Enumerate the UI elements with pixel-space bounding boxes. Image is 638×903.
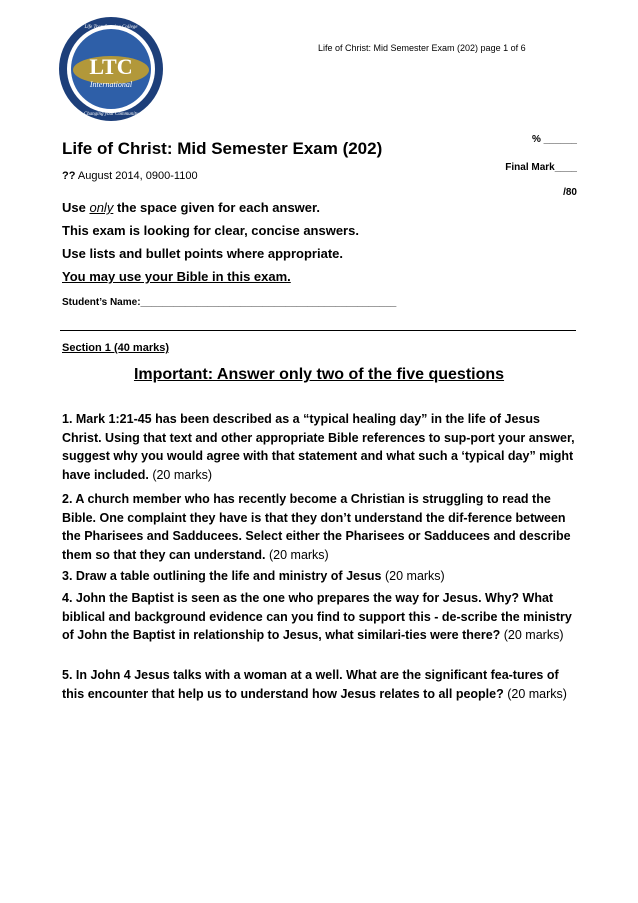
instruction-concise: This exam is looking for clear, concise answers. [62, 223, 359, 238]
instruction-bible: You may use your Bible in this exam. [62, 269, 291, 284]
divider [60, 330, 576, 331]
question-marks: (20 marks) [381, 569, 445, 583]
question-text: 4. John the Baptist is seen as the one who prepares the way for Jesus. Why? What biblical and background evidence can you find to support this - de-scribe the ministry of John the Baptist in relationship to Jesus, what similari-ties were there? [62, 591, 572, 642]
question-text: 3. Draw a table outlining the life and ministry of Jesus [62, 569, 382, 583]
question-4 [62, 589, 582, 645]
instruction-only-space [62, 200, 320, 215]
question-marks: (20 marks) [500, 628, 564, 642]
question-3 [62, 567, 582, 586]
instruction-lists: Use lists and bullet points where appropriate. [62, 246, 343, 261]
instruction-text: Use [62, 200, 90, 215]
exam-title: Life of Christ: Mid Semester Exam (202) [62, 139, 383, 158]
total-mark: /80 [563, 187, 577, 198]
instruction-emphasis: only [89, 200, 114, 215]
date-text: August 2014, 0900-1100 [75, 170, 198, 182]
question-text: 1. Mark 1:21-45 has been described as a “typical healing day” in the life of Jesus Christ. Using that text and other appropriate Bible references to sup-port your answer, suggest why you would agree with that statement and what such a ‘typical day” might have included. [62, 412, 575, 482]
question-text: 5. In John 4 Jesus talks with a woman at a well. What are the significant fea-tures of this encounter that help us to understand how Jesus relates to all people? [62, 668, 559, 701]
date-prefix: ?? [62, 170, 76, 182]
section-title: Section 1 (40 marks) [62, 342, 169, 354]
logo-main-text: LTC [89, 54, 133, 79]
percent-mark: % ______ [531, 134, 577, 145]
important-notice: Important: Answer only two of the five questions [133, 366, 505, 383]
student-name-field: Student’s Name:______________________________________________ [62, 297, 397, 308]
logo-top-text: Life Transforming College [84, 25, 138, 30]
instruction-text: the space given for each answer. [113, 200, 320, 215]
final-mark: Final Mark____ [505, 162, 577, 173]
page-header: Life of Christ: Mid Semester Exam (202) page 1 of 6 [318, 43, 526, 53]
question-1 [62, 410, 582, 484]
ltc-logo [56, 14, 166, 124]
question-marks: (20 marks) [148, 467, 213, 482]
question-2 [62, 490, 582, 564]
logo-bottom-text: Changing your Community [83, 112, 139, 117]
logo-sub-text: International [89, 80, 133, 89]
question-marks: (20 marks) [265, 547, 329, 562]
exam-date [62, 170, 198, 182]
question-marks: (20 marks) [503, 686, 567, 701]
question-5 [62, 666, 582, 703]
question-text: 2. A church member who has recently become a Christian is struggling to read the Bible. One complaint they have is that they don’t understand the dif-ference between the Pharisees and Sadducees. Select either the Pharisees or Sadducees and describe them so that they can understand. [62, 492, 571, 562]
